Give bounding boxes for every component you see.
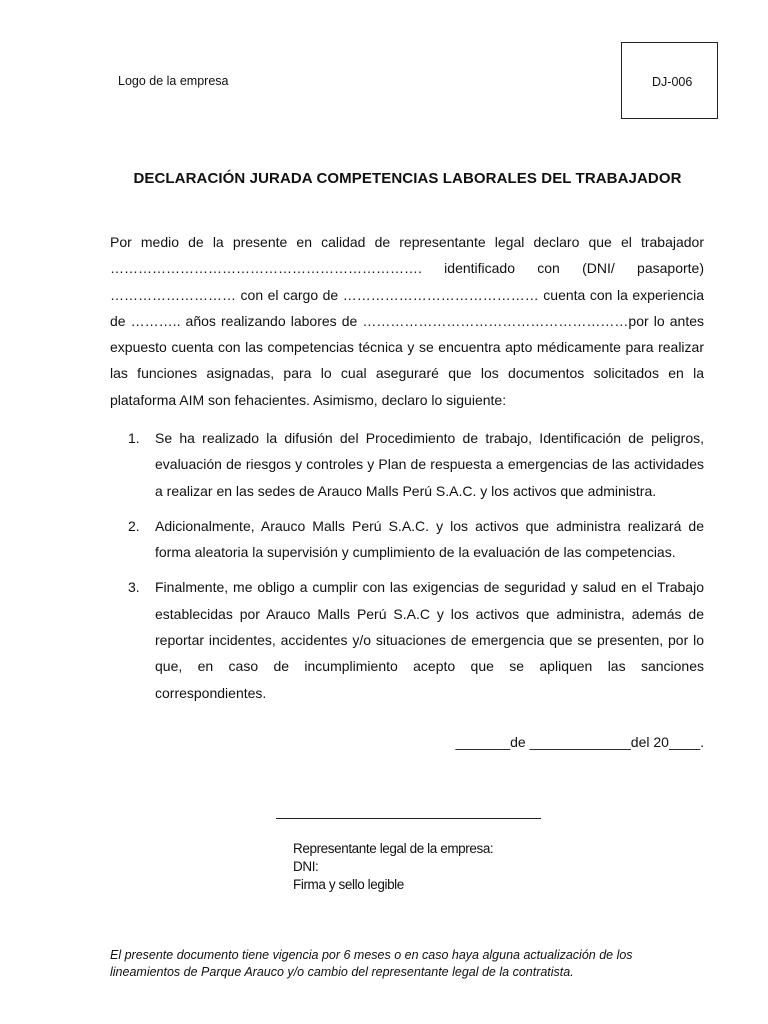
list-item bbox=[110, 425, 704, 504]
list-item bbox=[110, 513, 704, 566]
document-code-box bbox=[621, 42, 718, 119]
list-item-text: Se ha realizado la difusión del Procedimiento de trabajo, Identificación de peligros, evaluación de riesgos y controles y Plan de respuesta a emergencias de las actividades a realizar en las sedes de Arauco Malls Perú S.A.C. y los activos que administra. bbox=[155, 430, 704, 499]
signature-line bbox=[276, 818, 541, 819]
logo-placeholder: Logo de la empresa bbox=[118, 74, 229, 88]
footer-note: El presente documento tiene vigencia por 6 meses o en caso haya alguna actualización de los lineamientos de Parque Arauco y/o cambio del representante legal de la contratista. bbox=[110, 948, 633, 979]
document-code: DJ-006 bbox=[652, 75, 693, 89]
list-item-number: 2. bbox=[128, 517, 140, 534]
list-item-number: 1. bbox=[128, 430, 140, 446]
date-line: _______de _____________del 20____. bbox=[455, 734, 704, 750]
list-item-text: Adicionalmente, Arauco Malls Perú S.A.C. y los activos que administra realizará de forma aleatoria la supervisión y cumplimiento de la evaluación de las competencias. bbox=[155, 517, 704, 561]
signature-role: Representante legal de la empresa: bbox=[293, 841, 494, 856]
list-item bbox=[110, 574, 704, 705]
document-title: DECLARACIÓN JURADA COMPETENCIAS LABORALES DEL TRABAJADOR bbox=[133, 170, 682, 187]
intro-paragraph-block bbox=[110, 229, 704, 413]
signature-label: Firma y sello legible bbox=[293, 877, 404, 892]
signature-block bbox=[293, 840, 493, 894]
declaration-list bbox=[110, 425, 704, 706]
list-item-number: 3. bbox=[128, 579, 140, 596]
intro-paragraph: Por medio de la presente en calidad de representante legal declaro que el trabajador …………………………………………………………. identificado con (DNI/ pasaporte) ……………………… con el cargo de …………………………………… cuenta con la experiencia de ……….. años realizando labores de …………………………………………………por lo antes expuesto cuenta con las competencias técnica y se encuentra apto médicamente para realizar las funciones asignadas, para lo cual aseguraré que los documentos solicitados en la plataforma AIM son fehacientes. Asimismo, declaro lo siguiente: bbox=[110, 234, 704, 408]
signature-dni: DNI: bbox=[293, 859, 319, 874]
list-item-text: Finalmente, me obligo a cumplir con las exigencias de seguridad y salud en el Trabajo establecidas por Arauco Malls Perú S.A.C y los activos que administra, además de reportar incidentes, accidentes y/o situaciones de emergencia que se presenten, por lo que, en caso de incumplimiento acepto que se apliquen las sanciones correspondientes. bbox=[155, 579, 704, 701]
